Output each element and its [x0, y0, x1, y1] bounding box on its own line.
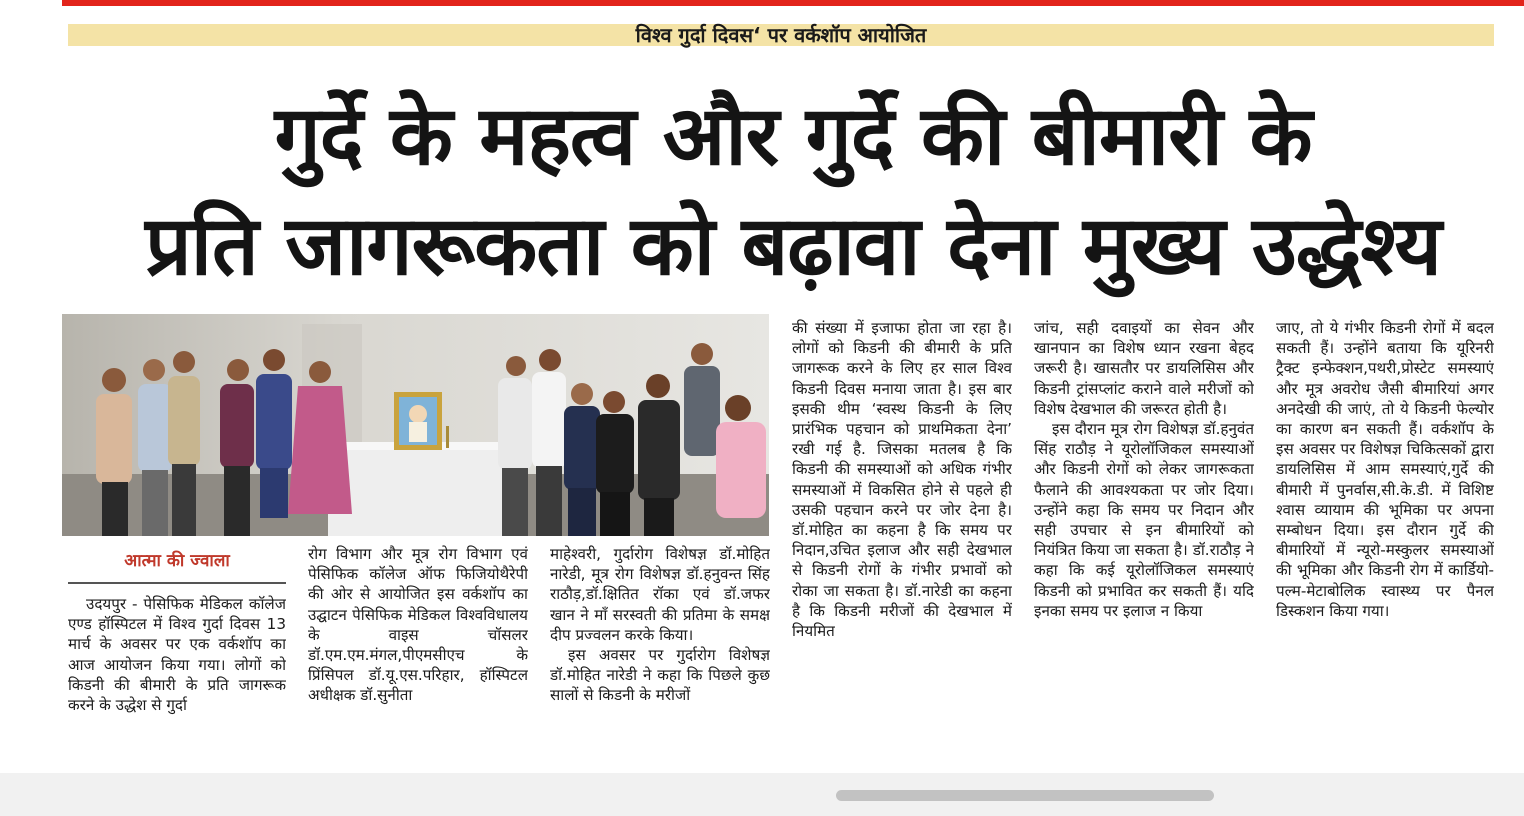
paragraph: रोग विभाग और मूत्र रोग विभाग एवं पेसिफिक कॉलेज ऑफ फिजियोथैरेपी की ओर से आयोजित इस वर्कशॉप का उद्घाटन पेसिफिक मेडिकल विश्वविधालय के वाइस चॉसलर डॉ.एम.एम.मंगल,पीएमसीएच के प्रिंसिपल डॉ.यू.एस.परिहार, हॉस्पिटल अधीक्षक डॉ.सुनीता — [308, 545, 528, 705]
byline: आत्मा की ज्वाला — [124, 551, 230, 571]
viewer-bottom-bar — [0, 773, 1524, 816]
event-group-photo — [62, 314, 769, 536]
article-column-5 — [1034, 318, 1254, 772]
article-column-4 — [792, 318, 1012, 772]
headline — [62, 82, 1524, 302]
top-red-rule — [62, 0, 1524, 6]
paragraph: की संख्या में इजाफा होता जा रहा है। लोगों को किडनी की बीमारी के प्रति जागरूक करने के लिए हर साल विश्व किडनी दिवस मनाया जाता है। इस बार इसकी थीम ‘स्वस्थ किडनी के लिए प्रारंभिक पहचान को प्राथमिकता देना’ रखी गई है. जिसका मतलब है कि किडनी की समस्याओं को अधिक गंभीर समस्याओं में विकसित होने से पहले ही उसकी पहचान करने पर जोर देना है। डॉ.मोहित का कहना है कि समय पर निदान,उचित इलाज और सही देखभाल से किडनी रोगों के गंभीर प्रभावों को रोका जा सकता है। डॉ.नारेडी का कहना है कि किडनी मरीजों की देखभाल में नियमित — [792, 319, 1012, 641]
article-column-6 — [1276, 318, 1494, 772]
headline-line-2: प्रति जागरूकता को बढ़ावा देना मुख्य उद्धेश्य — [145, 199, 1441, 294]
paragraph: इस अवसर पर गुर्दारोग विशेषज्ञ डॉ.मोहित नारेडी ने कहा कि पिछले कुछ सालों से किडनी के मरीजों — [550, 646, 770, 705]
paragraph: माहेश्वरी, गुर्दारोग विशेषज्ञ डॉ.मोहित नारेडी, मूत्र रोग विशेषज्ञ डॉ.हनुवन्त सिंह राठौड़,डॉ.क्षितित रॉका एवं डॉ.जफर खान ने मॉं सरस्वती की प्रतिमा के समक्ष दीप प्रज्वलन करके किया। — [550, 545, 770, 644]
horizontal-scrollbar[interactable] — [836, 790, 1214, 801]
article-column-2 — [308, 544, 528, 772]
headline-line-1: गुर्दे के महत्व और गुर्दे की बीमारी के — [274, 89, 1312, 184]
paragraph: उदयपुर - पेसिफिक मेडिकल कॉलेज एण्ड हॉस्पिटल में विश्व गुर्दा दिवस 13 मार्च के अवसर पर एक वर्कशॉप का आज आयोजन किया गया। लोगों को किडनी की बीमारी के प्रति जागरूक करने के उद्धेश से गुर्दा — [68, 595, 286, 715]
paragraph: जांच, सही दवाइयों का सेवन और खानपान का विशेष ध्यान रखना बेहद जरूरी है। खासतौर पर डायलिसिस और किडनी ट्रांसप्लांट कराने वाले मरीजों को विशेष देखभाल की जरूरत होती है। — [1034, 319, 1254, 418]
paragraph: इस दौरान मूत्र रोग विशेषज्ञ डॉ.हनुवंत सिंह राठौड़ ने यूरोलॉजिकल समस्याओं और किडनी रोगों को लेकर जागरूकता फैलाने की आवश्यकता पर जोर दिया। उन्होंने कहा कि समय पर निदान और सही उपचार से इन बीमारियों को नियंत्रित किया जा सकता है। डॉ.राठौड़ ने कहा कि कई यूरोलॉजिकल समस्याएं किडनी को प्रभावित कर सकती हैं। यदि इनका समय पर इलाज न किया — [1034, 420, 1254, 620]
article-column-1 — [68, 594, 286, 772]
byline-divider — [68, 582, 286, 584]
article-column-3 — [550, 544, 770, 772]
kicker-strap: विश्व गुर्दा दिवस‘ पर वर्कशॉप आयोजित — [68, 24, 1494, 46]
paragraph: जाए, तो ये गंभीर किडनी रोगों में बदल सकती हैं। उन्होंने बताया कि यूरिनरी ट्रैक्ट इन्फेक्शन,पथरी,प्रोस्टेट समस्याएं और मूत्र अवरोध जैसी बीमारियां अगर अनदेखी की जाएं, तो ये किडनी फेल्योर का कारण बन सकती हैं। वर्कशॉप के इस अवसर पर विशेषज्ञ चिकित्सकों द्वारा डायलिसिस में आम समस्याएं,गुर्दे की बीमारी में पुनर्वास,सी.के.डी. में विशिष्ट श्वास व्यायाम की भूमिका पर अपना सम्बोधन दिया। इस दौरान गुर्दे की बीमारियों में न्यूरो-मस्कुलर समस्याओं की भूमिका और किडनी रोग में कार्डियो-पल्म-मेटाबोलिक स्वास्थ्य पर पैनल डिस्कशन किया गया। — [1276, 319, 1494, 620]
